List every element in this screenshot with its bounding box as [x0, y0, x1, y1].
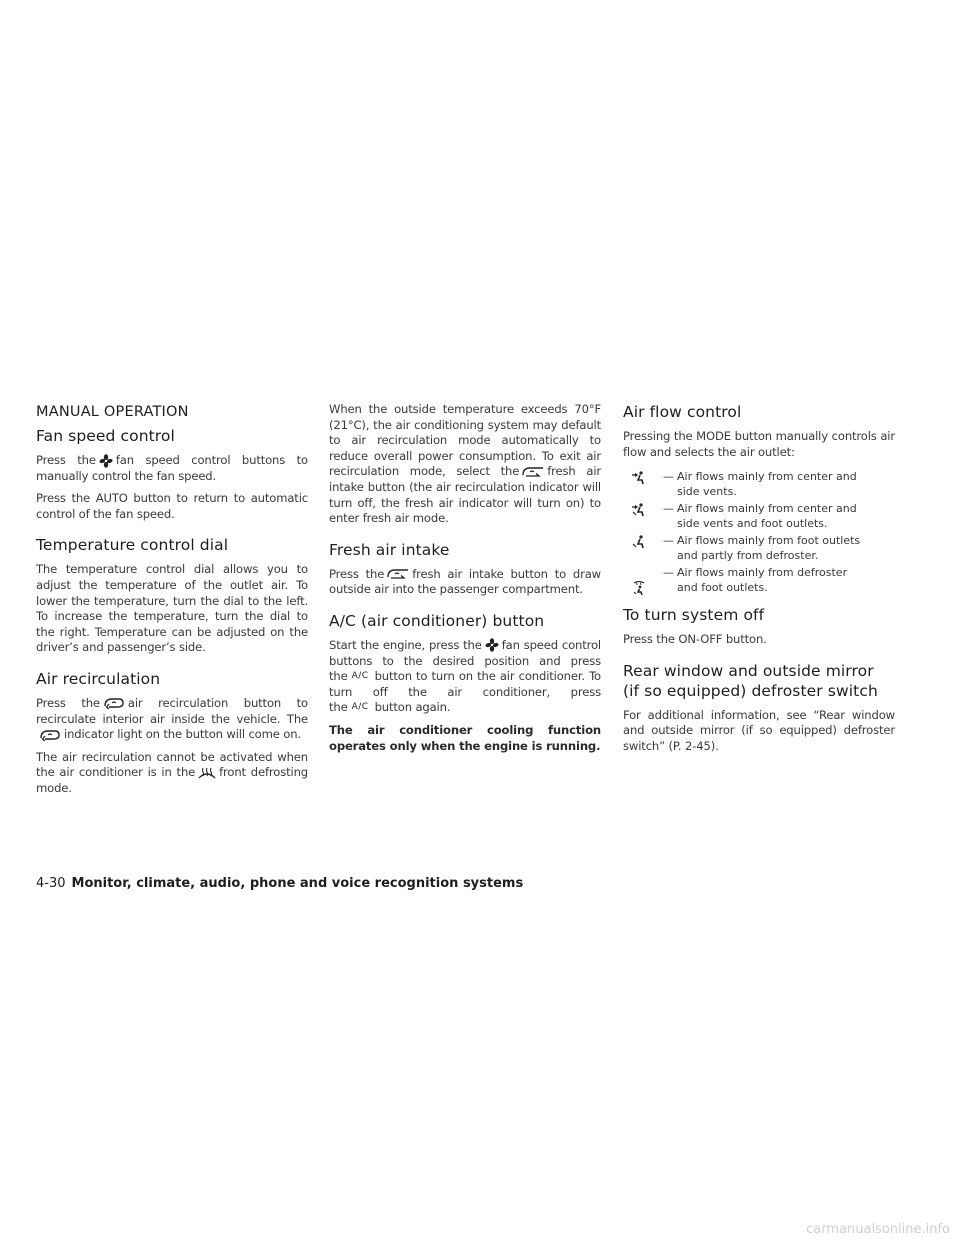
auto-paragraph: Press the AUTO button to return to automatic control of the fan speed.	[36, 491, 308, 521]
fresh-air-icon	[522, 466, 544, 478]
heading-fresh-air-intake: Fresh air intake	[329, 540, 450, 559]
defroster-paragraph: For additional information, see “Rear window and outside mirror (if so equipped) defroster switch” (P. 2-45).	[623, 707, 895, 753]
ac-bold-note: The air conditioner cooling function operates only when the engine is running.	[329, 722, 601, 753]
mode-row-foot-defrost: — Air flows mainly from defroster and foot outlets.	[623, 566, 895, 598]
mode-row-vent: — Air flows mainly from center and side vents.	[623, 470, 895, 502]
fan-icon	[485, 638, 499, 652]
foot-mode-icon	[631, 534, 647, 553]
page-number: 4-30	[36, 876, 66, 891]
heading-defroster-switch: Rear window and outside mirror (if so equipped) defroster switch	[623, 661, 878, 700]
ac-paragraph: Start the engine, press the fan speed control buttons to the desired position and press the A/C button to turn on the air conditioner. To turn off the air conditioner, press the A/C button again.	[329, 637, 601, 715]
heading-ac-button: A/C (air conditioner) button	[329, 611, 545, 630]
turn-off-paragraph: Press the ON-OFF button.	[623, 632, 767, 647]
fan-speed-paragraph: Press the fan speed control buttons to manually control the fan speed.	[36, 453, 308, 483]
recirculation-paragraph: Press the air recirculation button to recirculate interior air inside the vehicle. The indicator light on the button will come on.	[36, 695, 308, 742]
page-footer	[36, 876, 523, 891]
mode-row-bi-level: — Air flows mainly from center and side vents and foot outlets.	[623, 502, 895, 534]
column-left	[36, 402, 308, 797]
fresh-air-intake-icon	[387, 568, 409, 580]
recirculation-icon	[103, 697, 125, 709]
recirculation-indicator-icon	[39, 729, 61, 741]
airflow-paragraph: Pressing the MODE button manually controls air flow and selects the air outlet:	[623, 429, 895, 459]
column-right	[623, 402, 895, 755]
heading-temperature-control-dial: Temperature control dial	[36, 536, 229, 555]
bi-level-mode-icon	[631, 502, 647, 521]
fan-icon	[99, 454, 113, 468]
chapter-title: Monitor, climate, audio, phone and voice recognition systems	[71, 876, 524, 891]
fresh-air-paragraph: Press the fresh air intake button to draw outside air into the passenger compartment.	[329, 566, 602, 597]
foot-defrost-mode-icon	[631, 580, 647, 600]
temperature-paragraph: The temperature control dial allows you to adjust the temperature of the outlet air. To lower the temperature, turn the dial to the left. To increase the temperature, turn the dial to the right. Temperature can be adjusted on the driver’s and passenger’s side.	[36, 562, 308, 655]
recirculation-defrost-paragraph: The air recirculation cannot be activated when the air conditioner is in the front defrosting mode.	[36, 749, 308, 795]
heading-turn-system-off: To turn system off	[623, 606, 765, 625]
ac-label-icon: A/C	[351, 702, 369, 713]
vent-mode-icon	[631, 470, 647, 489]
front-defrost-icon	[198, 767, 216, 779]
heading-fan-speed-control: Fan speed control	[36, 427, 175, 445]
heading-air-flow-control: Air flow control	[623, 403, 742, 421]
mode-row-foot: — Air flows mainly from foot outlets and partly from defroster.	[623, 534, 895, 566]
ac-label-icon: A/C	[351, 671, 369, 682]
auto-recirculation-paragraph: When the outside temperature exceeds 70°F (21°C), the air conditioning system may default to air recirculation mode automatically to reduce overall power consumption. To exit air recirculation mode, select the fresh air intake button (the air recirculation indicator will turn off, the fresh air indicator will turn on) to enter fresh air mode.	[329, 402, 602, 526]
column-middle	[329, 402, 601, 754]
section-title-manual-operation: MANUAL OPERATION	[36, 404, 189, 420]
watermark: carmanualsonline.info	[806, 1222, 950, 1237]
heading-air-recirculation: Air recirculation	[36, 669, 161, 688]
